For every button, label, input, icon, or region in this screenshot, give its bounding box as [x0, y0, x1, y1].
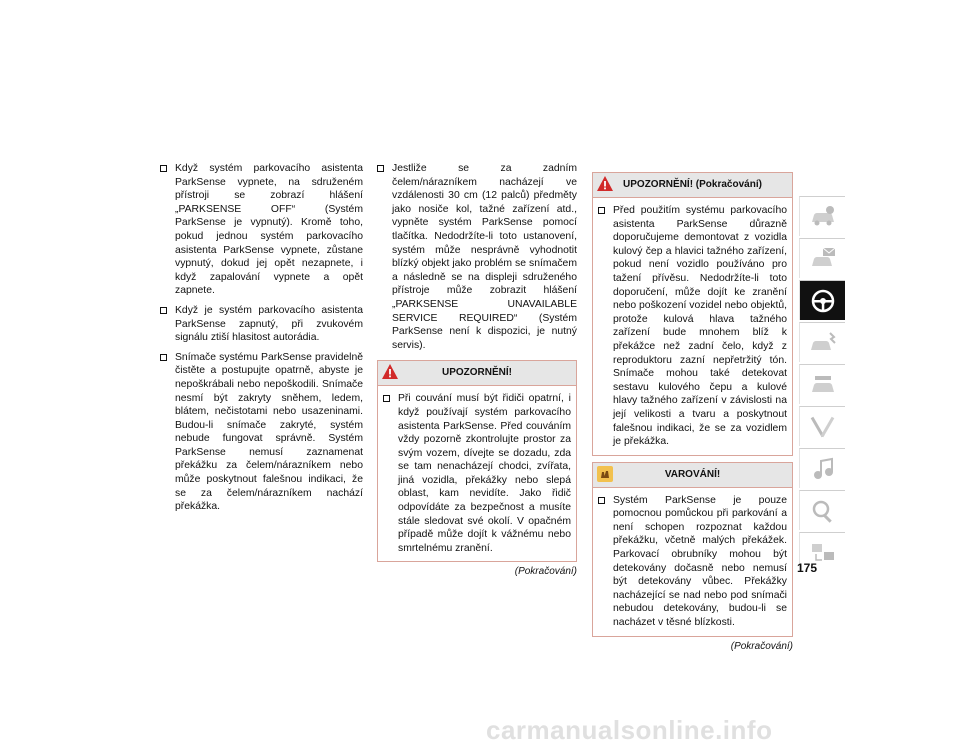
list-item: Při couvání musí být řidiči opatrní, i když používají systém parkovacího asistenta ParkSense. Před couváním vždy pozorně zkontrolujte prostor za svým vozem, dívejte se dozadu, zda se tam nenacházejí chodci, zvířata, jiná vozidla, překážky nebo slepá oblast, kam nevidíte. Jako řidič odpovídáte za bezpečnost a musíte stále sledovat své okolí. V opačném případě může dojít k vážnému nebo smrtelnému zranění. [383, 392, 571, 555]
car-info-icon [808, 202, 838, 232]
column-3 [592, 172, 793, 653]
chapter-tabs [799, 196, 845, 574]
warning-box-title: VAROVÁNÍ! [664, 468, 721, 480]
bullet-icon [160, 165, 167, 172]
list-item: Když je systém parkovacího asistenta ParkSense zapnutý, při zvukovém signálu ztiší hlasitost autorádia. [160, 304, 363, 345]
car-service-icon [808, 370, 838, 400]
warning-box [377, 360, 577, 562]
column-2 [377, 162, 577, 579]
watermark: carmanualsonline.info [486, 715, 773, 745]
warning-box [592, 462, 793, 637]
continued-label: (Pokračování) [514, 566, 577, 578]
wrench-screwdriver-icon [808, 412, 838, 442]
bullet-icon [377, 165, 384, 172]
bullet-icon [160, 307, 167, 314]
bullet-icon [598, 207, 605, 214]
list-item: Snímače systému ParkSense pravidelně čistěte a postupujte opatrně, abyste je nepoškrábali nebo nepoškodili. Snímače nesmí být zakryty sněhem, ledem, blátem, nečistotami nebo usazeninami. Budou-li snímače zakryté, systém nebude fungovat správně. Systém ParkSense nemusí zaznamenat překážku za čelem/nárazníkem nebo může poskytnout falešnou indikaci, že se za čelem/nárazníkem nachází překážka. [160, 351, 363, 514]
list-item: Jestliže se za zadním čelem/nárazníkem nacházejí ve vzdálenosti 30 cm (12 palců) předměty jako nosiče kol, tažné zařízení atd., vypněte systém ParkSense pomocí tlačítka. Nedodržíte-li toto ustanovení, systém může nesprávně vyhodnotit blízký objekt jako problém se snímačem a následně se na displeji sdruženého přístroje může zobrazit hlášení „PARKSENSE UNAVAILABLE SERVICE REQUIRED“ (Systém ParkSense není k dispozici, je nutný servis). [377, 162, 577, 352]
list-item: Před použitím systému parkovacího asistenta ParkSense důrazně doporučujeme demontovat z vozidla kulový čep a hlavici tažného zařízení, pokud není vozidlo používáno pro tažení přívěsu. Nedodržíte-li toto doporučení, může dojít ke zranění nebo poškození vozidel nebo objektů, protože kulová hlava tažného zařízení bude mnohem blíž k překážce než zadní čelo, když z reproduktoru zazní nepřetržitý tón. Snímače mohou také detekovat sestavu kulového čepu a kulové hlavy tažného zařízení v závislosti na její velikosti a tvaru a poskytnout falešnou indikaci, že se za vozidlem je překážka. [598, 204, 787, 449]
column-1 [160, 162, 363, 520]
magnifier-icon [808, 496, 838, 526]
page-number: 175 [797, 561, 818, 575]
warning-box-title: UPOZORNĚNÍ! [442, 367, 512, 379]
caution-box [592, 172, 793, 456]
caution-box-title: UPOZORNĚNÍ! (Pokračování) [623, 179, 762, 190]
tab-steering[interactable] [799, 280, 845, 320]
tab-car-mail[interactable] [799, 238, 845, 278]
music-note-icon [808, 454, 838, 484]
tab-maintenance[interactable] [799, 406, 845, 446]
bullet-icon [160, 354, 167, 361]
list-item: Když systém parkovacího asistenta ParkSense vypnete, na sdruženém přístroji se zobrazí hlášení „PARKSENSE OFF“ (Systém ParkSense je vypnutý). Kromě toho, pokud jednou systém parkovacího asistenta ParkSense vypnete, zůstane vypnutý, dokud jej opět nezapnete, i když zapalování vypnete a opět zapnete. [160, 162, 363, 298]
bullet-icon [383, 395, 390, 402]
car-crash-icon [808, 328, 838, 358]
bullet-icon [598, 497, 605, 504]
car-mail-icon [808, 244, 838, 274]
tab-car-service[interactable] [799, 364, 845, 404]
tab-multimedia[interactable] [799, 448, 845, 488]
tab-car-crash[interactable] [799, 322, 845, 362]
warning-box-header [593, 463, 792, 488]
continued-label: (Pokračování) [730, 640, 793, 652]
tab-car-info[interactable] [799, 196, 845, 236]
list-item: Systém ParkSense je pouze pomocnou pomůckou při parkování a není schopen rozpoznat každou překážku, včetně malých překážek. Parkovací obrubníky mohou být detekovány dočasně nebo nemusí být detekovány vůbec. Překážky nacházející se nad nebo pod snímači nebudou detekovány, budou-li se nacházet v těsné blízkosti. [598, 494, 787, 630]
caution-box-header [593, 173, 792, 198]
tab-index[interactable] [799, 490, 845, 530]
warning-box-header [378, 361, 576, 386]
steering-wheel-icon [808, 286, 838, 316]
